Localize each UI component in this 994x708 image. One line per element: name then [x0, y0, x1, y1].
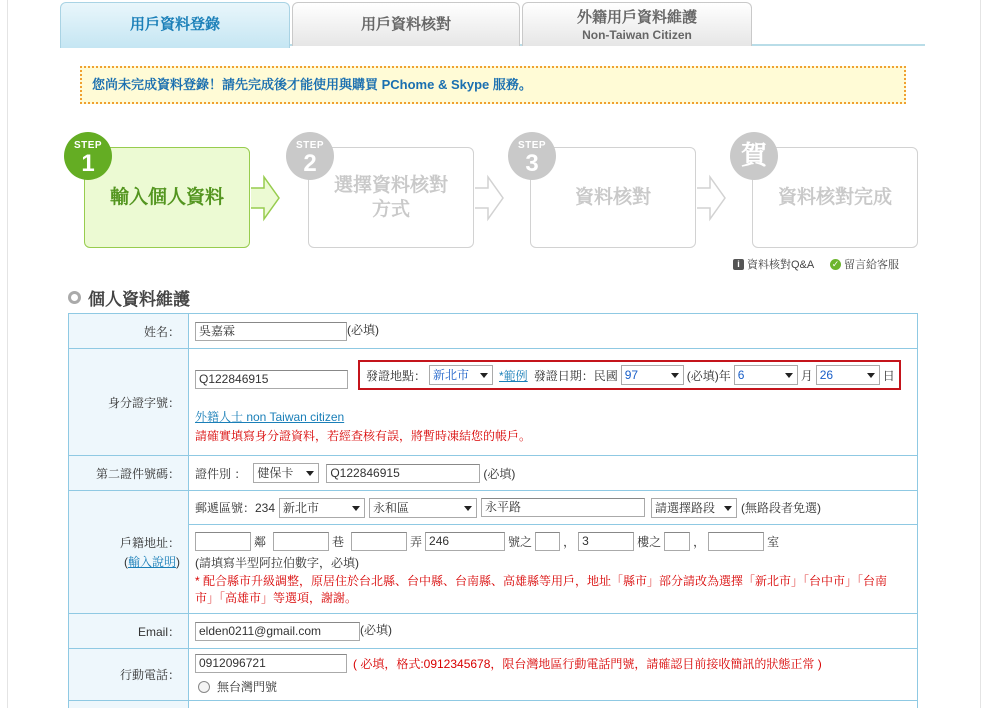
- floor-input[interactable]: 3: [578, 532, 634, 551]
- mobile-line: [195, 654, 911, 673]
- room-input[interactable]: [708, 532, 764, 551]
- step-badge-text: STEP: [73, 140, 103, 151]
- contact-link[interactable]: [830, 256, 899, 272]
- doc-type-label: 證件別 ：: [195, 466, 247, 481]
- circle-bullet-icon: [68, 291, 81, 304]
- issue-day-select[interactable]: 26: [816, 365, 880, 385]
- step-number: 1: [81, 150, 95, 177]
- issue-year-select[interactable]: 97: [621, 365, 684, 385]
- month-suffix: 月: [800, 368, 813, 383]
- lin-label: 鄰: [254, 534, 267, 549]
- step-3-label: 資料核對: [574, 186, 651, 208]
- email-required: (必填): [360, 623, 392, 638]
- xiang-input[interactable]: [273, 532, 329, 551]
- no-tw-number-label: 無台灣門號: [217, 680, 278, 694]
- id-number-input[interactable]: Q122846915: [195, 370, 348, 389]
- tab-user-verification[interactable]: [292, 2, 520, 46]
- mobile-label: 行動電話：: [69, 649, 189, 701]
- chat-icon: ✓: [831, 258, 840, 269]
- xiang-label: 巷: [332, 534, 345, 549]
- tab-label: 用戶資料登錄: [129, 16, 220, 33]
- address-help-link[interactable]: 輸入說明: [127, 555, 176, 569]
- hao-zhi-input[interactable]: [535, 532, 560, 551]
- step-badge-text: STEP: [517, 140, 547, 151]
- hao-input[interactable]: 246: [425, 532, 505, 551]
- name-label: 姓名：: [69, 314, 189, 349]
- district-select[interactable]: 永和區: [369, 498, 477, 518]
- step-2-label-line1: 選擇資料核對: [333, 174, 448, 196]
- qa-link-label: 資料核對Q&A: [747, 259, 815, 271]
- id-line: [195, 360, 911, 390]
- step-arrow-icon: [474, 174, 504, 222]
- hao-label: 號之: [508, 534, 533, 549]
- mobile-input[interactable]: 0912096721: [195, 654, 347, 673]
- section-title-text: 個人資料維護: [88, 290, 190, 309]
- email-label: Email：: [69, 614, 189, 649]
- no-tw-number-line: [195, 678, 911, 695]
- mobile-note: ( 必填，格式:0912345678，限台灣地區行動電話門號，請確認目前接收簡訊的狀態正常 ): [353, 657, 822, 671]
- id-label: 身分證字號：: [69, 349, 189, 456]
- second-id-input[interactable]: Q122846915: [326, 464, 480, 483]
- issue-month-select[interactable]: 6: [734, 365, 798, 385]
- step-1-label: 輸入個人資料: [109, 186, 224, 208]
- step-1-badge: [64, 132, 112, 180]
- lin-input[interactable]: [195, 532, 251, 551]
- issue-place-label: 發證地點：: [366, 368, 427, 383]
- issue-place-select[interactable]: 新北市: [429, 365, 493, 385]
- issue-info-box: [358, 360, 901, 390]
- zip-label: 郵遞區號：234: [195, 501, 276, 515]
- address-note: * 配合縣市升級調整，原居住於台北縣、台中縣、台南縣、高雄縣等用戶，地址「縣市」部分請改為選擇「新北市」「台中市」「台南市」「高雄市」等選項，謝謝。: [195, 573, 888, 605]
- id-warning: 請確實填寫身分證資料，若經查核有誤，將暫時凍結您的帳戶。: [195, 429, 532, 443]
- address-label-cell: [69, 491, 189, 614]
- tab-label: 外籍用戶資料維護: [576, 9, 697, 26]
- address-help: (輸入說明): [123, 555, 180, 569]
- floor-label: 樓之: [637, 534, 662, 549]
- example-link[interactable]: *範例: [499, 368, 528, 383]
- name-cell: [189, 314, 918, 349]
- address-hint: (請填寫半型阿拉伯數字，必填): [195, 555, 359, 570]
- second-id-cell: [189, 456, 918, 491]
- foreign-citizen-link[interactable]: 外籍人士 non Taiwan citizen: [195, 410, 345, 424]
- name-row: [69, 314, 918, 349]
- address-line-2: [195, 532, 911, 551]
- second-id-line: [195, 463, 911, 483]
- tab-foreign-user[interactable]: [522, 2, 752, 46]
- road-input[interactable]: 永平路: [481, 498, 645, 517]
- road-section-select[interactable]: 請選擇路段: [651, 498, 737, 518]
- second-id-label: 第二證件號碼：: [69, 456, 189, 491]
- email-input[interactable]: elden0211@gmail.com: [195, 622, 360, 641]
- step-4-badge: 賀: [730, 132, 778, 180]
- info-icon: i: [733, 259, 744, 270]
- section-note: (無路段者免選): [741, 501, 822, 515]
- step-3-badge: [508, 132, 556, 180]
- step-2-badge: [286, 132, 334, 180]
- address-line-1-cell: [189, 491, 918, 525]
- tab-sublabel: Non-Taiwan Citizen: [582, 28, 692, 42]
- step-2-label-line2: 方式: [371, 198, 410, 220]
- day-suffix: 日: [882, 368, 895, 383]
- step-badge-text: STEP: [295, 140, 325, 151]
- doc-type-select[interactable]: 健保卡: [253, 463, 319, 483]
- tab-user-registration[interactable]: [60, 2, 290, 48]
- section-title: [68, 285, 190, 310]
- nong-label: 弄: [410, 534, 423, 549]
- issue-date-label: 發證日期：民國: [533, 368, 618, 383]
- city-select[interactable]: 新北市: [279, 498, 365, 518]
- next-row: [69, 701, 918, 708]
- no-tw-number-radio[interactable]: [198, 681, 210, 693]
- tab-bar: [60, 2, 925, 46]
- step-number: 2: [303, 150, 317, 177]
- address-label: 戶籍地址：: [119, 536, 180, 550]
- address-row-1: [69, 491, 918, 525]
- contact-link-label: 留言給客服: [844, 259, 899, 271]
- nong-input[interactable]: [351, 532, 407, 551]
- step-number: 3: [525, 150, 539, 177]
- id-row: [69, 349, 918, 456]
- tab-label: 用戶資料核對: [360, 16, 451, 33]
- comma-label: ，: [693, 534, 706, 549]
- next-row-cell: [189, 701, 918, 708]
- qa-link[interactable]: [733, 256, 814, 272]
- address-row-2: [69, 525, 918, 614]
- registration-notice: 您尚未完成資料登錄！請先完成後才能使用與購買 PChome & Skype 服務。: [80, 66, 906, 104]
- mobile-row: [69, 649, 918, 701]
- second-id-row: [69, 456, 918, 491]
- mobile-cell: [189, 649, 918, 701]
- email-cell: [189, 614, 918, 649]
- step-4-label: 資料核對完成: [777, 186, 892, 208]
- address-line-1: [195, 498, 911, 518]
- address-line-2-cell: [189, 525, 918, 614]
- room-label: 室: [767, 534, 780, 549]
- floor-zhi-input[interactable]: [664, 532, 690, 551]
- next-row-label: [69, 701, 189, 708]
- personal-info-form: [68, 313, 918, 708]
- comma-label: ，: [563, 534, 576, 549]
- year-suffix: (必填)年: [686, 368, 731, 383]
- id-cell: [189, 349, 918, 456]
- second-id-required: (必填): [483, 466, 516, 481]
- email-row: [69, 614, 918, 649]
- name-required: (必填): [347, 323, 379, 338]
- step-arrow-icon: [696, 174, 726, 222]
- step-arrow-icon: [250, 174, 280, 222]
- foreign-link-line: [195, 408, 911, 425]
- name-input[interactable]: 吳嘉霖: [195, 322, 347, 341]
